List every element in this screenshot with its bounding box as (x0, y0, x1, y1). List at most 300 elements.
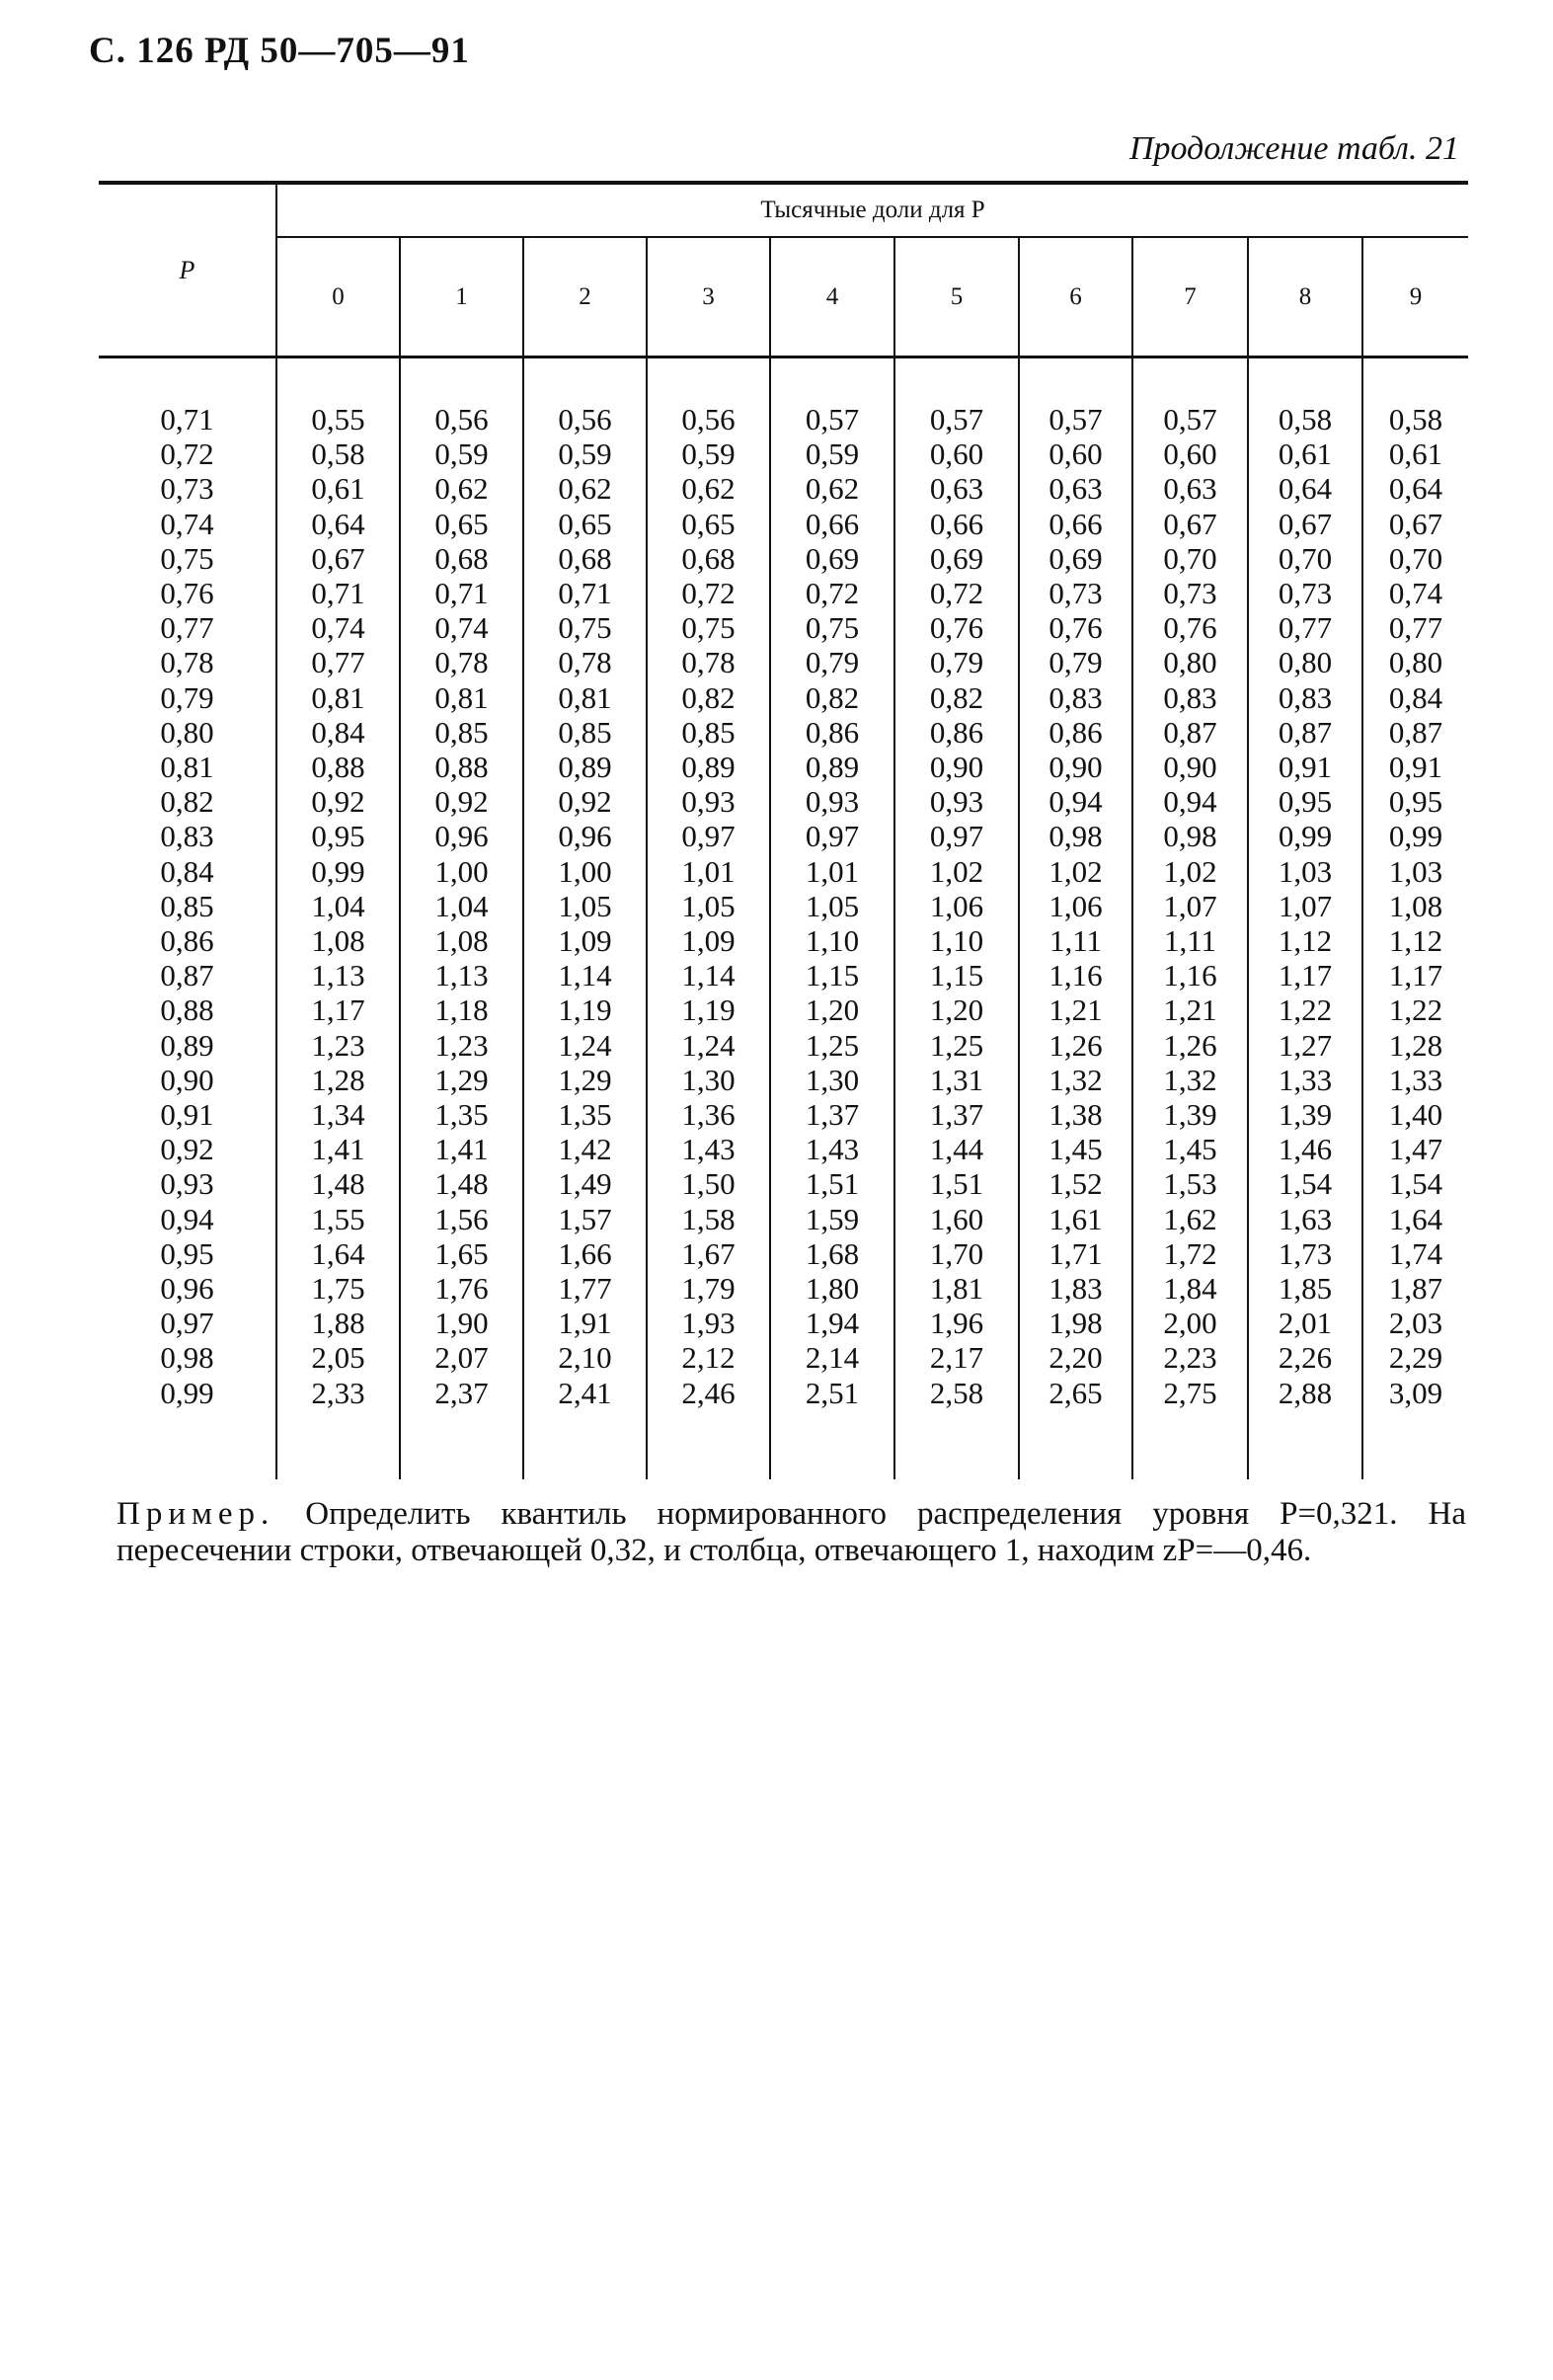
quantile-cell: 1,43 (647, 1132, 770, 1166)
empty-cell (1019, 1410, 1132, 1479)
quantile-cell: 0,58 (1388, 402, 1443, 436)
quantile-cell: 2,37 (400, 1376, 523, 1410)
digit-column-header: 3 (647, 237, 770, 357)
table-row (99, 1166, 1468, 1201)
quantile-cell: 0,86 (770, 715, 894, 750)
quantile-cell: 0,78 (647, 645, 770, 679)
quantile-cell: 1,17 (1248, 958, 1362, 992)
table-row (99, 1236, 1468, 1271)
quantile-cell: 0,68 (523, 541, 647, 576)
quantile-cell: 1,03 (1388, 853, 1443, 889)
quantile-cell: 1,71 (1019, 1236, 1132, 1271)
quantile-cell: 2,10 (523, 1340, 647, 1375)
quantile-cell: 0,89 (647, 750, 770, 784)
quantile-cell: 0,80 (1388, 645, 1443, 680)
quantile-cell: 0,87 (1248, 715, 1362, 750)
quantile-cell: 0,92 (400, 784, 523, 819)
quantile-cell: 1,51 (894, 1166, 1019, 1201)
quantile-cell: 1,12 (1388, 923, 1443, 959)
quantile-cell: 1,37 (770, 1097, 894, 1132)
quantile-cell: 1,29 (523, 1063, 647, 1097)
quantile-cell: 1,87 (1388, 1271, 1443, 1307)
quantile-cell: 2,17 (894, 1340, 1019, 1375)
quantile-cell: 0,61 (1388, 436, 1443, 472)
quantile-cell: 0,80 (1248, 645, 1362, 679)
quantile-cell: 1,20 (770, 992, 894, 1027)
quantile-cell: 1,14 (647, 958, 770, 992)
p-value-cell: 0,89 (99, 1028, 276, 1063)
quantile-cell: 0,57 (770, 357, 894, 437)
quantile-cell: 1,04 (276, 889, 400, 923)
digit-column-header: 6 (1019, 237, 1132, 357)
quantile-cell: 0,77 (1248, 610, 1362, 645)
table-row (99, 357, 1468, 437)
quantile-cell: 1,60 (894, 1202, 1019, 1236)
quantile-cell: 1,07 (1248, 889, 1362, 923)
quantile-cell: 2,29 (1388, 1340, 1443, 1376)
quantile-cell: 1,49 (523, 1166, 647, 1201)
quantile-cell: 0,74 (276, 610, 400, 645)
quantile-cell: 0,93 (770, 784, 894, 819)
quantile-cell: 1,23 (400, 1028, 523, 1063)
quantile-cell: 1,06 (1019, 889, 1132, 923)
quantile-cell: 0,61 (1248, 436, 1362, 471)
p-value-cell: 0,96 (99, 1271, 276, 1306)
quantile-cell: 0,99 (1248, 819, 1362, 853)
p-value-cell: 0,73 (99, 471, 276, 506)
quantile-cell: 1,73 (1248, 1236, 1362, 1271)
quantile-cell: 1,96 (894, 1306, 1019, 1340)
quantile-cell: 0,72 (770, 576, 894, 610)
quantile-cell: 1,16 (1132, 958, 1248, 992)
quantile-cell: 1,75 (276, 1271, 400, 1306)
quantile-cell: 1,00 (523, 854, 647, 889)
quantile-cell: 2,14 (770, 1340, 894, 1375)
quantile-cell: 1,42 (523, 1132, 647, 1166)
quantile-cell: 1,17 (276, 992, 400, 1027)
empty-cell (1132, 1410, 1248, 1479)
quantile-cell: 0,65 (400, 507, 523, 541)
p-value-cell: 0,78 (99, 645, 276, 679)
quantile-cell: 1,65 (400, 1236, 523, 1271)
quantile-cell: 1,55 (276, 1202, 400, 1236)
quantile-cell: 0,72 (894, 576, 1019, 610)
quantile-cell: 0,82 (647, 680, 770, 715)
quantile-cell: 2,33 (276, 1376, 400, 1410)
quantile-cell: 0,85 (523, 715, 647, 750)
quantile-cell: 2,41 (523, 1376, 647, 1410)
quantile-cell: 1,83 (1019, 1271, 1132, 1306)
quantile-cell: 1,07 (1132, 889, 1248, 923)
quantile-cell: 1,33 (1388, 1062, 1443, 1097)
quantile-cell: 1,98 (1019, 1306, 1132, 1340)
quantile-cell: 1,31 (894, 1063, 1019, 1097)
quantile-cell: 1,51 (770, 1166, 894, 1201)
quantile-cell: 0,58 (1248, 357, 1362, 437)
quantile-cell: 0,57 (894, 357, 1019, 437)
quantile-cell: 1,38 (1019, 1097, 1132, 1132)
p-value-cell: 0,75 (99, 541, 276, 576)
quantile-cell: 0,67 (1132, 507, 1248, 541)
digit-column-header: 1 (400, 237, 523, 357)
quantile-cell: 1,50 (647, 1166, 770, 1201)
table-row (99, 784, 1468, 819)
quantile-cell: 0,76 (1019, 610, 1132, 645)
table-row (99, 854, 1468, 889)
quantile-cell: 0,70 (1132, 541, 1248, 576)
table-row (99, 992, 1468, 1027)
quantile-cell: 1,36 (647, 1097, 770, 1132)
quantile-cell: 0,73 (1248, 576, 1362, 610)
quantile-cell: 2,05 (276, 1340, 400, 1375)
quantile-cell: 1,15 (894, 958, 1019, 992)
quantile-cell: 0,78 (400, 645, 523, 679)
quantile-cell: 1,48 (276, 1166, 400, 1201)
quantile-cell: 1,15 (770, 958, 894, 992)
table-row (99, 1306, 1468, 1340)
table-continuation-caption: Продолжение табл. 21 (1128, 130, 1459, 167)
table-row (99, 1271, 1468, 1306)
quantile-cell: 0,73 (1132, 576, 1248, 610)
quantile-cell: 1,24 (523, 1028, 647, 1063)
empty-cell (400, 1410, 523, 1479)
quantile-cell: 1,08 (400, 923, 523, 958)
quantile-cell: 1,91 (523, 1306, 647, 1340)
quantile-cell: 0,79 (1019, 645, 1132, 679)
quantile-cell: 1,03 (1248, 854, 1362, 889)
p-value-cell: 0,92 (99, 1132, 276, 1166)
quantile-cell: 0,85 (400, 715, 523, 750)
quantile-cell: 1,01 (770, 854, 894, 889)
quantile-cell: 1,08 (1388, 888, 1443, 923)
table-row (99, 471, 1468, 506)
quantile-cell: 0,89 (770, 750, 894, 784)
quantile-cell: 1,29 (400, 1063, 523, 1097)
quantile-cell: 1,43 (770, 1132, 894, 1166)
quantile-cell: 1,54 (1388, 1166, 1443, 1202)
quantile-cell: 1,20 (894, 992, 1019, 1027)
quantile-cell: 1,45 (1019, 1132, 1132, 1166)
quantile-cell: 2,12 (647, 1340, 770, 1375)
table-body (99, 357, 1468, 1479)
quantile-cell: 0,65 (523, 507, 647, 541)
quantile-cell: 1,61 (1019, 1202, 1132, 1236)
quantile-cell: 0,62 (523, 471, 647, 506)
quantile-cell: 0,76 (894, 610, 1019, 645)
digit-header-row (99, 237, 1468, 357)
p-value-cell: 0,72 (99, 436, 276, 471)
quantile-cell: 0,67 (276, 541, 400, 576)
table-row (99, 819, 1468, 853)
quantile-cell: 0,74 (400, 610, 523, 645)
p-column-header: P (99, 183, 276, 357)
quantile-cell: 1,64 (1388, 1201, 1443, 1236)
quantile-cell: 0,97 (894, 819, 1019, 853)
quantile-cell: 0,59 (400, 436, 523, 471)
quantile-cell: 1,35 (523, 1097, 647, 1132)
empty-cell (1362, 1410, 1468, 1479)
p-value-cell: 0,99 (99, 1376, 276, 1410)
table-row (99, 645, 1468, 679)
quantile-cell: 1,70 (894, 1236, 1019, 1271)
quantile-cell: 1,84 (1132, 1271, 1248, 1306)
quantile-cell: 0,89 (523, 750, 647, 784)
quantile-cell: 0,63 (894, 471, 1019, 506)
quantile-cell: 0,55 (276, 357, 400, 437)
quantile-cell: 0,75 (523, 610, 647, 645)
quantile-cell: 0,60 (1132, 436, 1248, 471)
quantile-cell: 0,64 (1388, 471, 1443, 507)
quantile-cell: 1,22 (1248, 992, 1362, 1027)
quantile-cell: 0,66 (770, 507, 894, 541)
quantile-cell: 0,88 (400, 750, 523, 784)
quantile-cell: 0,80 (1132, 645, 1248, 679)
p-value-cell: 0,91 (99, 1097, 276, 1132)
quantile-cell: 0,95 (1248, 784, 1362, 819)
quantile-cell: 0,76 (1132, 610, 1248, 645)
quantile-cell: 1,17 (1388, 958, 1443, 993)
digit-column-header: 0 (276, 237, 400, 357)
quantile-cell: 1,22 (1388, 992, 1443, 1028)
quantile-cell: 0,95 (276, 819, 400, 853)
quantile-cell: 0,68 (647, 541, 770, 576)
p-value-cell: 0,76 (99, 576, 276, 610)
quantile-cell: 0,91 (1248, 750, 1362, 784)
example-paragraph (116, 1496, 1466, 1569)
quantile-cell: 0,97 (770, 819, 894, 853)
table-row (99, 1202, 1468, 1236)
quantile-cell: 1,76 (400, 1271, 523, 1306)
empty-cell (770, 1410, 894, 1479)
table-row (99, 610, 1468, 645)
quantile-cell: 0,62 (400, 471, 523, 506)
quantile-cell: 1,28 (1388, 1027, 1443, 1063)
quantile-cell: 1,57 (523, 1202, 647, 1236)
digit-column-header: 4 (770, 237, 894, 357)
quantile-cell: 0,78 (523, 645, 647, 679)
quantile-cell: 1,88 (276, 1306, 400, 1340)
quantile-cell: 1,41 (400, 1132, 523, 1166)
quantile-cell: 1,24 (647, 1028, 770, 1063)
quantile-cell: 1,05 (523, 889, 647, 923)
quantile-cell: 0,60 (1019, 436, 1132, 471)
digit-column-header: 2 (523, 237, 647, 357)
quantile-cell: 1,56 (400, 1202, 523, 1236)
quantile-cell: 1,54 (1248, 1166, 1362, 1201)
quantile-cell: 0,96 (400, 819, 523, 853)
quantile-cell: 1,26 (1132, 1028, 1248, 1063)
p-value-cell: 0,83 (99, 819, 276, 853)
quantile-cell: 0,69 (894, 541, 1019, 576)
quantile-cell: 0,59 (770, 436, 894, 471)
p-value-cell: 0,79 (99, 680, 276, 715)
quantile-cell: 0,62 (647, 471, 770, 506)
quantile-cell: 0,57 (1132, 357, 1248, 437)
quantile-cell: 0,81 (276, 680, 400, 715)
quantile-cell: 0,67 (1248, 507, 1362, 541)
table-row (99, 1063, 1468, 1097)
quantile-cell: 1,09 (523, 923, 647, 958)
quantile-cell: 1,30 (770, 1063, 894, 1097)
quantile-cell: 0,64 (1248, 471, 1362, 506)
quantile-cell: 1,62 (1132, 1202, 1248, 1236)
p-value-cell: 0,74 (99, 507, 276, 541)
quantile-cell: 0,74 (1388, 576, 1443, 611)
quantile-cell: 0,70 (1388, 540, 1443, 576)
quantile-cell: 1,64 (276, 1236, 400, 1271)
p-value-cell: 0,97 (99, 1306, 276, 1340)
quantile-cell: 1,18 (400, 992, 523, 1027)
quantile-cell: 1,02 (1019, 854, 1132, 889)
quantile-cell: 1,13 (400, 958, 523, 992)
quantile-cell: 1,26 (1019, 1028, 1132, 1063)
quantile-cell: 0,99 (1388, 819, 1443, 854)
table-bottom-spacer (99, 1410, 1468, 1479)
quantile-cell: 1,34 (276, 1097, 400, 1132)
example-lead: Пример. (116, 1496, 275, 1532)
quantile-cell: 0,71 (523, 576, 647, 610)
quantile-cell: 0,66 (894, 507, 1019, 541)
quantile-cell: 0,58 (276, 436, 400, 471)
empty-cell (647, 1410, 770, 1479)
quantile-cell: 1,12 (1248, 923, 1362, 958)
quantile-cell: 0,71 (400, 576, 523, 610)
quantile-cell: 1,80 (770, 1271, 894, 1306)
digit-column-header: 5 (894, 237, 1019, 357)
example-text: Определить квантиль нормированного распределения уровня P=0,321. На пересечении строки, отвечающей 0,32, и столбца, отвечающего 1, находим zP=—0,46. (116, 1496, 1466, 1568)
table-row (99, 1132, 1468, 1166)
quantile-cell: 2,01 (1248, 1306, 1362, 1340)
quantile-cell: 0,83 (1019, 680, 1132, 715)
digit-column-header: 9 (1362, 237, 1468, 357)
quantile-cell: 1,79 (647, 1271, 770, 1306)
quantile-cell: 1,04 (400, 889, 523, 923)
quantile-cell: 0,81 (523, 680, 647, 715)
quantile-cell: 0,67 (1388, 506, 1443, 541)
quantile-cell: 0,95 (1388, 784, 1443, 820)
quantile-cell: 0,92 (523, 784, 647, 819)
quantile-cell: 1,85 (1248, 1271, 1362, 1306)
quantile-cell: 0,56 (647, 357, 770, 437)
quantile-cell: 0,99 (276, 854, 400, 889)
p-value-cell: 0,85 (99, 889, 276, 923)
quantile-cell: 0,94 (1019, 784, 1132, 819)
quantile-cell: 1,47 (1388, 1132, 1443, 1167)
table-row (99, 889, 1468, 923)
table-row (99, 750, 1468, 784)
quantile-cell: 0,84 (276, 715, 400, 750)
quantile-cell: 2,46 (647, 1376, 770, 1410)
quantile-cell: 0,93 (894, 784, 1019, 819)
quantile-cell: 1,25 (894, 1028, 1019, 1063)
quantile-table (99, 181, 1468, 1479)
quantile-cell: 1,19 (523, 992, 647, 1027)
quantile-cell: 1,48 (400, 1166, 523, 1201)
quantile-cell: 0,93 (647, 784, 770, 819)
p-value-cell: 0,94 (99, 1202, 276, 1236)
table-row (99, 1340, 1468, 1375)
quantile-cell: 0,90 (1019, 750, 1132, 784)
p-value-cell: 0,71 (99, 357, 276, 437)
p-value-cell: 0,84 (99, 854, 276, 889)
quantile-cell: 2,65 (1019, 1376, 1132, 1410)
quantile-cell: 1,37 (894, 1097, 1019, 1132)
quantile-cell: 1,27 (1248, 1028, 1362, 1063)
quantile-cell: 0,60 (894, 436, 1019, 471)
table-row (99, 715, 1468, 750)
quantile-cell: 0,81 (400, 680, 523, 715)
quantile-cell: 1,74 (1388, 1235, 1443, 1271)
quantile-cell: 1,32 (1132, 1063, 1248, 1097)
quantile-cell: 1,30 (647, 1063, 770, 1097)
digit-column-header: 8 (1248, 237, 1362, 357)
quantile-cell: 1,25 (770, 1028, 894, 1063)
quantile-cell: 1,21 (1132, 992, 1248, 1027)
quantile-cell: 1,72 (1132, 1236, 1248, 1271)
quantile-cell: 0,57 (1019, 357, 1132, 437)
p-value-cell: 0,98 (99, 1340, 276, 1375)
empty-cell (523, 1410, 647, 1479)
quantile-cell: 1,14 (523, 958, 647, 992)
quantile-cell: 1,01 (647, 854, 770, 889)
quantile-cell: 0,75 (647, 610, 770, 645)
quantile-cell: 0,75 (770, 610, 894, 645)
empty-cell (276, 1410, 400, 1479)
quantile-cell: 0,86 (894, 715, 1019, 750)
quantile-cell: 0,82 (770, 680, 894, 715)
p-value-cell: 0,81 (99, 750, 276, 784)
quantile-cell: 1,45 (1132, 1132, 1248, 1166)
quantile-cell: 2,26 (1248, 1340, 1362, 1375)
table-row (99, 1028, 1468, 1063)
quantile-cell: 2,03 (1388, 1306, 1443, 1341)
quantile-cell: 1,63 (1248, 1202, 1362, 1236)
quantile-cell: 1,13 (276, 958, 400, 992)
p-value-cell: 0,95 (99, 1236, 276, 1271)
quantile-cell: 1,39 (1248, 1097, 1362, 1132)
quantile-cell: 0,87 (1388, 714, 1443, 750)
quantile-cell: 0,65 (647, 507, 770, 541)
quantile-cell: 0,84 (1388, 679, 1443, 715)
table-row (99, 1097, 1468, 1132)
quantile-cell: 1,05 (770, 889, 894, 923)
quantile-cell: 1,68 (770, 1236, 894, 1271)
quantile-cell: 1,52 (1019, 1166, 1132, 1201)
p-value-cell: 0,80 (99, 715, 276, 750)
quantile-cell: 2,23 (1132, 1340, 1248, 1375)
quantile-cell: 0,85 (647, 715, 770, 750)
quantile-cell: 1,81 (894, 1271, 1019, 1306)
quantile-cell: 1,46 (1248, 1132, 1362, 1166)
quantile-cell: 0,87 (1132, 715, 1248, 750)
table-row (99, 541, 1468, 576)
quantile-cell: 1,35 (400, 1097, 523, 1132)
quantile-cell: 1,28 (276, 1063, 400, 1097)
quantile-cell: 0,82 (894, 680, 1019, 715)
quantile-cell: 1,23 (276, 1028, 400, 1063)
quantile-cell: 0,88 (276, 750, 400, 784)
quantile-cell: 0,77 (276, 645, 400, 679)
p-value-cell: 0,93 (99, 1166, 276, 1201)
quantile-cell: 2,07 (400, 1340, 523, 1375)
quantile-cell: 1,90 (400, 1306, 523, 1340)
quantile-cell: 3,09 (1388, 1375, 1443, 1410)
quantile-cell: 1,06 (894, 889, 1019, 923)
quantile-cell: 0,73 (1019, 576, 1132, 610)
quantile-cell: 1,44 (894, 1132, 1019, 1166)
table-row (99, 958, 1468, 992)
quantile-cell: 0,96 (523, 819, 647, 853)
